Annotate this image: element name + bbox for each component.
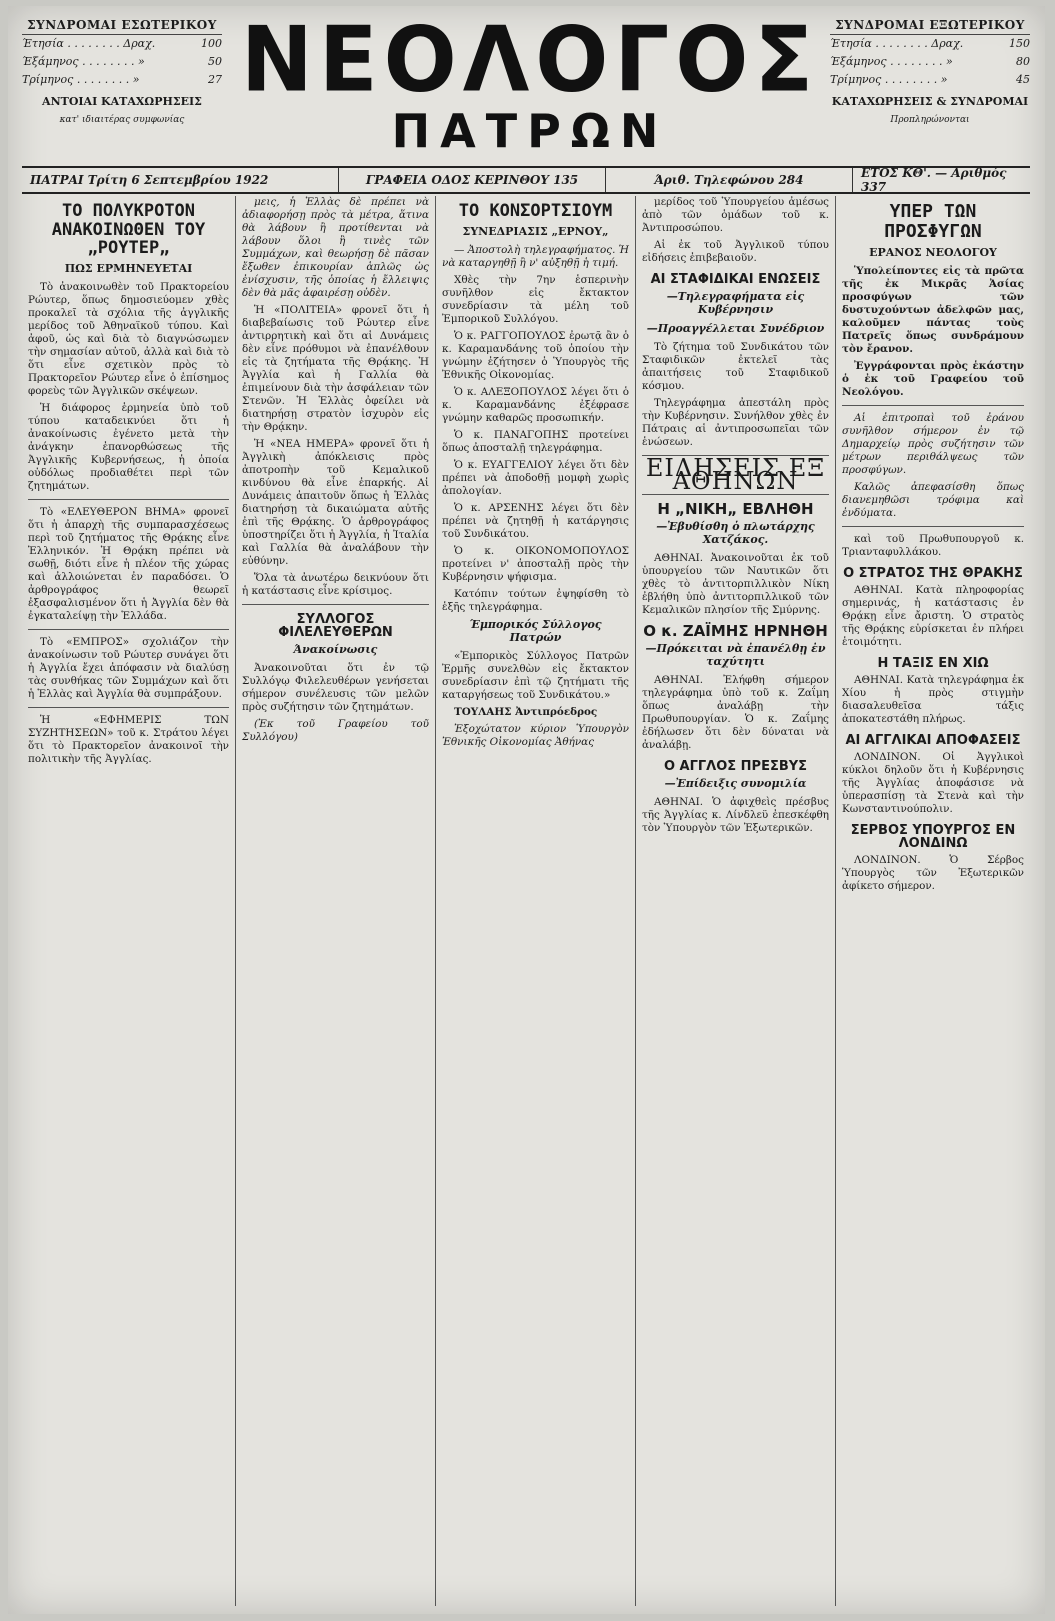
column-2	[236, 196, 436, 1606]
article-paragraph: Καλῶς ἀπεφασίσθη ὅπως διανεμηθῶσι τρόφιμα καὶ ἐνδύματα.	[842, 480, 1024, 519]
news-body: ΑΘΗΝΑΙ. Ὁ ἀφιχθεὶς πρέσβυς τῆς Ἀγγλίας κ. Λίνδλεϋ ἐπεσκέφθη τὸν Ὑπουργὸν τῶν Ἐξωτερικῶν.	[642, 796, 829, 834]
article-paragraph: Ἡ «ΕΦΗΜΕΡΙΣ ΤΩΝ ΣΥΖΗΤΗΣΕΩΝ» τοῦ κ. Στράτου λέγει ὅτι τὸ Πρακτορεῖον ἀνακοινοῖ τὴν πολιτικὴν τῆς Ἀγγλίας.	[28, 714, 229, 766]
ads-note-sub: Προπληρώνονται	[890, 115, 970, 125]
phone-number: Άριθ. Τηλεφώνου 284	[606, 168, 853, 192]
issue-number: ΕΤΟΣ ΚΘ'. — Αριθμός 337	[861, 166, 1007, 194]
article-paragraph: Ὁ κ. ΡΑΓΓΟΠΟΥΛΟΣ ἐρωτᾷ ἂν ὁ κ. Καραμανδάνης τοῦ ὁποίου τὴν γνώμην ἐζήτησεν ὁ Ὑπουργὸς τῆς Ἐθνικῆς Οἰκονομίας.	[442, 329, 629, 381]
news-title: Ο κ. ΖΑΪΜΗΣ ΗΡΝΗΘΗ	[643, 622, 828, 640]
news-body: ΑΘΗΝΑΙ. Κατὰ τηλεγράφημα ἐκ Χίου ἡ πρὸς στιγμὴν διασαλευθεῖσα τάξις ἀποκατεστάθη πλήρως.	[842, 673, 1024, 725]
column-5	[836, 196, 1030, 1606]
article-paragraph: Τὸ «ΕΛΕΥΘΕΡΟΝ ΒΗΜΑ» φρονεῖ ὅτι ἡ ἀπαρχὴ τῆς συμπαρασχέσεως περὶ τοῦ ζητήματος τῆς Θρᾴκης εἶνε Ἑλληνικόν. Ἡ Θρᾴκη πρέπει νὰ σωθῇ, διότι εἶνε ἡ πλέον τῆς χώρας καὶ ἀλλοιώνεται ἐν παραδόσει. Ὁ ἀρθρογράφος θεωρεῖ ἐξασφαλισμένον ὅτι ἡ Ἀγγλία δὲν θὰ ἐγκαταλείψῃ τὴν Ἑλλάδα.	[28, 506, 229, 623]
newspaper-page	[8, 6, 1045, 1614]
news-title: Ο ΣΤΡΑΤΟΣ ΤΗΣ ΘΡΑΚΗΣ	[843, 565, 1023, 581]
article-paragraph: Τὸ «ΕΜΠΡΟΣ» σχολιάζον τὴν ἀνακοίνωσιν τοῦ Ρώυτερ συνάγει ὅτι ἡ Ἀγγλία ἔχει ἀπόφασιν νὰ διαλύσῃ τὰς συνθήκας τῶν Συμμάχων καὶ ὅτι ἡ Ἑλλὰς καὶ Ἀγγλία θὰ συμπράξουν.	[28, 636, 229, 701]
news-subtitle: —Ἐβυθίσθη ὁ πλωτάρχης Χατζάκος.	[656, 520, 815, 546]
news-title: Ο ΑΓΓΛΟΣ ΠΡΕΣΒΥΣ	[663, 759, 808, 774]
article-paragraph: Ἡ «ΠΟΛΙΤΕΙΑ» φρονεῖ ὅτι ἡ διαβεβαίωσις τοῦ Ρώυτερ εἶνε ἀντιρρητικὴ καὶ ὅτι αἱ Δυνάμεις δὲν εἶνε πρόθυμοι νὰ ἐπανέλθουν εἰς τὰ ζητήματα τῆς Θρᾴκης. Ἡ Ἀγγλία καὶ ἡ Γαλλία θὰ ἐπιμείνουν διὰ τὴν ἀσφάλειαν τῶν Στενῶν. Ἡ Ἑλλὰς ὀφείλει νὰ διατηρήσῃ στρατὸν ἰσχυρὸν εἰς τὴν Θρᾴκην.	[242, 304, 429, 433]
divider	[28, 629, 229, 630]
article-paragraph: Ὁ κ. ΕΥΑΓΓΕΛΙΟΥ λέγει ὅτι δὲν πρέπει νὰ ἀποδοθῇ μομφὴ χωρὶς ἀπολογίαν.	[442, 458, 629, 497]
subscription-period: Έξάμηνος . . . . . . . . »	[22, 55, 145, 68]
article-paragraph: μεις, ἡ Ἑλλὰς δὲ πρέπει νὰ ἀδιαφορήσῃ πρὸς τὰ μέτρα, ἅτινα θὰ λάβουν ἢ προτίθενται νὰ λάβουν ὅλοι ἢ τινὲς τῶν Συμμάχων, καὶ θεωρήσῃ δὲ πᾶσαν ἔξωθεν ἐπικουρίαν ἁπλῶς ὡς ἐνίσχυσιν, τῆς ὁποίας ἡ ἔλλειψις δὲν θὰ μᾶς ἀφαιρέσῃ οὐδὲν.	[242, 196, 429, 299]
article-paragraph: Ὑπολείποντες εἰς τὰ πρῶτα τῆς ἐκ Μικρᾶς Ἀσίας προσφύγων τῶν δυστυχούντων ἀδελφῶν μας, καλοῦμεν πάντας τοὺς Πατρεῖς ὅπως συνδράμουν τὸν ἔρανον.	[842, 264, 1024, 355]
subscription-period: Τρίμηνος . . . . . . . . »	[22, 73, 140, 86]
section-raisin-unions: ΑΙ ΣΤΑΦΙΔΙΚΑΙ ΕΝΩΣΕΙΣ	[650, 272, 821, 287]
article-paragraph: καὶ τοῦ Πρωθυπουργοῦ κ. Τριανταφυλλάκου.	[842, 532, 1024, 558]
article-paragraph: Ὁ κ. ΟΙΚΟΝΟΜΟΠΟΥΛΟΣ προτείνει ν' ἀποσταλῇ πρὸς τὴν Κυβέρνησιν ψήφισμα.	[442, 544, 629, 583]
news-subtitle: —Πρόκειται νὰ ἐπανέλθῃ ἐν ταχύτητι	[645, 642, 826, 668]
article-paragraph: Ὁ κ. ΑΛΕΞΟΠΟΥΛΟΣ λέγει ὅτι ὁ κ. Καραμανδάνης ἐξέφρασε γνώμην καθαρῶς προσωπικήν.	[442, 385, 629, 424]
article-columns	[22, 196, 1030, 1606]
divider	[28, 707, 229, 708]
news-body: ΑΘΗΝΑΙ. Ἐλήφθη σήμερον τηλεγράφημα ὑπὸ τοῦ κ. Ζαΐμη ὅπως ἀναλάβῃ τὴν Πρωθυπουργίαν. Ὁ κ. Ζαΐμης ἐδήλωσεν ὅτι δὲν δύναται νὰ ἀναλάβῃ.	[642, 674, 829, 751]
news-title: Η „ΝΙΚΗ„ ΕΒΛΗΘΗ	[657, 500, 814, 518]
subscription-row	[22, 53, 222, 71]
article-signature: ΤΟΥΛΑΗΣ Ἀντιπρόεδρος	[454, 705, 598, 718]
issue-date: ΠΑΤΡΑΙ Τρίτη 6 Σεπτεμβρίου 1922	[22, 168, 339, 192]
headline-refugees: ΥΠΕΡ ΤΩΝ ΠΡΟΣΦΥΓΩΝ	[884, 201, 982, 242]
article-paragraph: Ἐξοχώτατον κύριον Ὑπουργὸν Ἐθνικῆς Οἰκονομίας Ἀθήνας	[442, 722, 629, 748]
divider	[842, 405, 1024, 406]
article-paragraph: Χθὲς τὴν 7ην ἑσπερινὴν συνῆλθον εἰς ἔκτακτον συνεδρίασιν τὰ μέλη τοῦ Ἐμπορικοῦ Συλλόγου.	[442, 273, 629, 325]
foreign-subscriptions-heading: ΣΥΝΔΡΟΜΑΙ ΕΞΩΤΕΡΙΚΟΥ	[830, 16, 1030, 35]
news-title: Η ΤΑΞΙΣ ΕΝ ΧΙΩ	[877, 655, 989, 671]
article-paragraph: Τὸ ἀνακοινωθὲν τοῦ Πρακτορείου Ρώυτερ, ὅπως δημοσιεύομεν χθὲς προκαλεῖ τὰ σχόλια τῆς ἀγγλικῆς μερίδος τοῦ Ἀθηναϊκοῦ τύπου. Καὶ ἀφοῦ, ὡς καὶ διὰ τὸ διαγνώσωμεν τὴν σημασίαν αὐτοῦ, ἀλλὰ καὶ διὰ τὸ ὅτι εἶνε σχετικὸν πρὸς τὸ Πρακτορεῖον Ρώυτερ εἶνε ὁ ἐπίσημος φορεὺς τῶν Ἀγγλικῶν σκέψεων.	[28, 281, 229, 398]
news-body: ΑΘΗΝΑΙ. Κατὰ πληροφορίας σημερινάς, ἡ κατάστασις ἐν Θρᾴκῃ εἶνε ἄριστη. Ὁ στρατὸς τῆς Θρᾴκης εὑρίσκεται ἐν πλήρει ἑτοιμότητι.	[842, 583, 1024, 648]
section-subtitle: —Τηλεγραφήματα εἰς Κυβέρνησιν	[666, 290, 805, 316]
article-paragraph: (Ἐκ τοῦ Γραφείου τοῦ Συλλόγου)	[242, 718, 429, 743]
subscription-row	[830, 71, 1030, 89]
column-1	[22, 196, 236, 1606]
article-paragraph: μερίδος τοῦ Ὑπουργείου ἀμέσως ἀπὸ τῶν ὁμάδων τοῦ κ. Ἀντιπροσώπου.	[642, 196, 829, 234]
divider	[28, 499, 229, 500]
subscription-period: Έξάμηνος . . . . . . . . »	[830, 55, 953, 68]
article-paragraph: Ὁ κ. ΠΑΝΑΓΟΠΗΣ προτείνει ὅπως ἀποσταλῇ τηλεγράφημα.	[442, 428, 629, 454]
newspaper-title: ΝΕΟΛΟΓΟΣ	[240, 7, 820, 113]
subscription-row	[22, 35, 222, 53]
section-subtitle: Άνακοίνωσις	[293, 643, 378, 656]
headline-reuters: ΤΟ ΠΟΛΥΚΡΟΤΟΝ ΑΝΑΚΟΙΝΩΘΕΝ ΤΟΥ „ΡΟΥΤΕΡ„	[51, 201, 206, 259]
ads-note: ΑΝΤΟΙΑΙ ΚΑΤΑΧΩΡΗΣΕΙΣ	[42, 95, 202, 108]
subscription-row	[22, 71, 222, 89]
news-from-athens-heading: ΕΙΔΗΣΕΙΣ ΕΞ ΑΘΗΝΩΝ	[645, 454, 826, 495]
news-title: ΣΕΡΒΟΣ ΥΠΟΥΡΓΟΣ ΕΝ ΛΟΝΔΙΝΩ	[850, 822, 1016, 851]
domestic-subscriptions-heading: ΣΥΝΔΡΟΜΑΙ ΕΣΩΤΕΡΙΚΟΥ	[22, 16, 222, 35]
ads-note: ΚΑΤΑΧΩΡΗΣΕΙΣ & ΣΥΝΔΡΟΜΑΙ	[831, 95, 1029, 108]
article-paragraph: Ἡ «ΝΕΑ ΗΜΕΡΑ» φρονεῖ ὅτι ἡ Ἀγγλικὴ ἀπόκλεισις πρὸς ἀποτροπὴν τοῦ Κεμαλικοῦ κινδύνου θὰ εἶνε ἐπαρκής. Αἱ Δυνάμεις ἀπαιτοῦν ὅπως ἡ Ἑλλὰς διατηρήσῃ τὰ δικαιώματα αὐτῆς ἐπὶ τῆς Θρᾴκης. Ὁ ἀρθρογράφος ὑποστηρίζει ὅτι ἡ Ἀγγλία, ἡ Ἰταλία καὶ Γαλλία θὰ ἀναλάβουν τὴν εὐθύνην.	[242, 438, 429, 567]
subscription-period: Έτησία . . . . . . . . Δραχ.	[22, 37, 156, 50]
subscription-price: 50	[208, 55, 222, 68]
article-paragraph: «Ἐμπορικὸς Σύλλογος Πατρῶν Ἐρμῆς συνελθὼν εἰς ἔκτακτον συνεδρίασιν ἐπὶ τῷ ζητήματι τῆς καταργήσεως τοῦ Συνδικάτου.»	[442, 649, 629, 701]
news-body: ΑΘΗΝΑΙ. Ἀνακοινοῦται ἐκ τοῦ ὑπουργείου τῶν Ναυτικῶν ὅτι χθὲς τὸ ἀντιτορπιλλικὸν Νίκη ἐβλήθη ὑπὸ ἀντιτορπιλλικοῦ τῶν Κεμαλικῶν πλησίον τῆς Σμύρνης.	[642, 552, 829, 616]
article-paragraph: Αἱ ἐπιτροπαὶ τοῦ ἐράνου συνῆλθον σήμερον ἐν τῷ Δημαρχείῳ πρὸς συζήτησιν τῶν μέτρων περιθάλψεως τῶν προσφύγων.	[842, 411, 1024, 476]
subscription-price: 45	[1016, 73, 1030, 86]
news-title: ΑΙ ΑΓΓΛΙΚΑΙ ΑΠΟΦΑΣΕΙΣ	[845, 732, 1021, 748]
article-paragraph: Τηλεγράφημα ἀπεστάλη πρὸς τὴν Κυβέρνησιν. Συνήλθον χθὲς ἐν Πάτραις αἱ ἀντιπροσωπεῖαι τῶν ἑνώσεων.	[642, 397, 829, 448]
subhead-consortium: ΣΥΝΕΔΡΙΑΣΙΣ „ΕΡΝΟΥ„	[462, 224, 609, 238]
subscription-period: Τρίμηνος . . . . . . . . »	[830, 73, 948, 86]
column-3	[436, 196, 636, 1606]
subscription-row	[830, 53, 1030, 71]
foreign-subscriptions-box	[830, 16, 1030, 129]
dateline-bar	[22, 166, 1030, 194]
divider	[242, 604, 429, 605]
article-paragraph: Ἐγγράφονται πρὸς ἑκάστην ὁ ἐκ τοῦ Γραφείου τοῦ Νεολόγου.	[842, 359, 1024, 398]
section-liberals-club: ΣΥΛΛΟΓΟΣ ΦΙΛΕΛΕΥΘΕΡΩΝ	[278, 612, 393, 640]
office-address: ΓΡΑΦΕΙΑ ΟΔΟΣ ΚΕΡΙΝΘΟΥ 135	[339, 168, 606, 192]
column-4	[636, 196, 836, 1606]
article-paragraph: Ὅλα τὰ ἀνωτέρω δεικνύουν ὅτι ἡ κατάστασις εἶνε κρίσιμος.	[242, 572, 429, 597]
subscription-price: 150	[1009, 37, 1030, 50]
subscription-price: 80	[1016, 55, 1030, 68]
article-paragraph: Ἡ διάφορος ἑρμηνεία ὑπὸ τοῦ τύπου καταδεικνύει ὅτι ἡ ἀνακοίνωσις ἐγένετο μετὰ τὴν ἀνάγκην ἐπανορθώσεως τῆς Ἀγγλικῆς Κυβερνήσεως, ἡ ὁποία οὐδόλως προδιαθέτει περὶ τῶν ζητημάτων.	[28, 402, 229, 493]
subscription-price: 27	[208, 73, 222, 86]
article-paragraph: Αἱ ἐκ τοῦ Ἀγγλικοῦ τύπου εἰδήσεις ἐπιβεβαιοῦν.	[642, 239, 829, 264]
ads-note-sub: κατ' ιδιαιτέρας συμφωνίας	[59, 115, 185, 125]
article-paragraph: Ὁ κ. ΑΡΣΕΝΗΣ λέγει ὅτι δὲν πρέπει νὰ ζητηθῇ ἡ κατάργησις τοῦ Συνδικάτου.	[442, 501, 629, 540]
news-body: ΛΟΝΔΙΝΟΝ. Οἱ Ἀγγλικοὶ κύκλοι δηλοῦν ὅτι ἡ Κυβέρνησις τῆς Ἀγγλίας ἀποφάσισε νὰ ὑπερασπίσῃ τὰ Στενὰ καὶ τὴν Κωνσταντινούπολιν.	[842, 750, 1024, 815]
article-intro: — Ἀποστολὴ τηλεγραφήματος. Ἡ νὰ καταργηθῇ ἢ ν' αὐξηθῇ ἡ τιμή.	[442, 243, 629, 269]
subhead-refugees: ΕΡΑΝΟΣ ΝΕΟΛΟΓΟΥ	[869, 245, 997, 259]
headline-consortium: ΤΟ ΚΟΝΣΟΡΤΣΙΟΥΜ	[458, 201, 613, 221]
subscription-period: Έτησία . . . . . . . . Δραχ.	[830, 37, 964, 50]
article-paragraph: Κατόπιν τούτων ἐψηφίσθη τὸ ἑξῆς τηλεγράφημα.	[442, 587, 629, 613]
telegram-heading: Έμπορικός Σύλλογος Πατρών	[469, 617, 602, 644]
domestic-subscriptions-box	[22, 16, 222, 129]
newspaper-city: ΠΑΤΡΩΝ	[391, 104, 669, 158]
news-subtitle: —Ἐπίδειξις συνομιλία	[664, 777, 807, 790]
article-paragraph: Ἀνακοινοῦται ὅτι ἐν τῷ Συλλόγῳ Φιλελευθέρων γενήσεται σήμερον συνέλευσις τῶν μελῶν πρὸς συζήτησιν τῶν ζητημάτων.	[242, 662, 429, 713]
subscription-row	[830, 35, 1030, 53]
subhead-reuters: ΠΩΣ ΕΡΜΗΝΕΥΕΤΑΙ	[64, 262, 193, 276]
news-body: ΛΟΝΔΙΝΟΝ. Ὁ Σέρβος Ὑπουργὸς τῶν Ἐξωτερικῶν ἀφίκετο σήμερον.	[842, 853, 1024, 892]
section-subtitle: —Προαγγέλλεται Συνέδριον	[646, 322, 825, 335]
article-paragraph: Τὸ ζήτημα τοῦ Συνδικάτου τῶν Σταφιδικῶν ἐκτελεῖ τὰς ἀπαιτήσεις τοῦ Σταφιδικοῦ κόσμου.	[642, 341, 829, 392]
divider	[842, 526, 1024, 527]
subscription-price: 100	[201, 37, 222, 50]
